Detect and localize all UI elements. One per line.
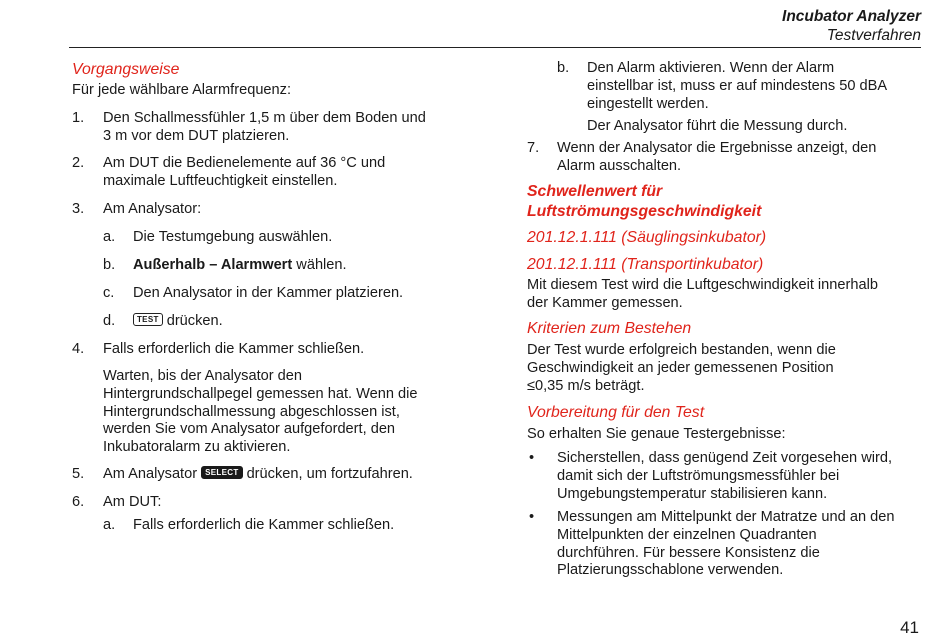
bullet-1-text: Sicherstellen, dass genügend Zeit vorgesehen wird, damit sich der Luftströmungsmessfühler bei Umgebungstemperatur stabilisieren kann. [557,450,893,502]
step-3c-text: Den Analysator in der Kammer platzieren. [133,285,404,301]
criteria-text: Der Test wurde erfolgreich bestanden, wenn die Geschwindigkeit an jeder gemessenen Position ≤0,35 m/s beträgt. [527,342,836,394]
step-6b-note: Der Analysator führt die Messung durch. [587,118,848,134]
heading-transportinkubator: 201.12.1.111 (Transportinkubator) [527,256,764,273]
step-1-number: 1. [72,110,85,126]
step-7-number: 7. [527,140,540,156]
page-number: 41 [900,618,919,637]
step-3b-text: Außerhalb – Alarmwert wählen. [133,257,347,273]
step-3-number: 3. [72,201,85,217]
step-3c-letter: c. [103,285,115,301]
heading-vorbereitung: Vorbereitung für den Test [527,404,705,421]
step-2-number: 2. [72,155,85,171]
step-4-number: 4. [72,341,85,357]
section-subtitle: Testverfahren [826,27,921,44]
step-3d-letter: d. [103,313,116,329]
test-button-icon: TEST [133,313,163,326]
step-3d-text: TEST drücken. [133,313,223,331]
bullet-2-marker: • [529,509,535,525]
step-4-paragraph: Warten, bis der Analysator den Hintergrundschallpegel gemessen hat. Wenn die Hintergrundschallmessung abgeschlossen ist, werden Sie vom Analysator aufgefordert, den Inkubatoralarm zu aktivieren. [103,368,418,456]
preparation-intro: So erhalten Sie genaue Testergebnisse: [527,426,786,442]
step-2-text: Am DUT die Bedienelemente auf 36 °C und maximale Luftfeuchtigkeit einstellen. [103,155,386,189]
step-6a-letter: a. [103,517,116,533]
step-3-text: Am Analysator: [103,201,202,217]
heading-schwellenwert: Schwellenwert für Luftströmungsgeschwindigkeit [527,183,762,220]
step-6-text: Am DUT: [103,494,162,510]
step-3b-bold: Außerhalb – Alarmwert [133,257,293,273]
bullet-2-text: Messungen am Mittelpunkt der Matratze und an den Mittelpunkten der einzelnen Quadranten durchführen. Für bessere Konsistenz die Platzierungsschablone verwenden. [557,509,895,579]
step-6a-text: Falls erforderlich die Kammer schließen. [133,517,395,533]
step-6b-letter: b. [557,60,570,76]
step-6b-text: Den Alarm aktivieren. Wenn der Alarm einstellbar ist, muss er auf mindestens 50 dBA eingestellt werden. [587,60,888,112]
intro-text: Für jede wählbare Alarmfrequenz: [72,82,292,98]
step-5-text: Am Analysator SELECT drücken, um fortzufahren. [103,466,413,482]
step-7-text: Wenn der Analysator die Ergebnisse anzeigt, den Alarm ausschalten. [557,140,877,174]
step-4-text: Falls erforderlich die Kammer schließen. [103,341,365,357]
heading-kriterien: Kriterien zum Bestehen [527,320,692,337]
step-6-number: 6. [72,494,85,510]
document-title: Incubator Analyzer [782,8,921,25]
header-rule [69,47,921,48]
test-description: Mit diesem Test wird die Luftgeschwindigkeit innerhalb der Kammer gemessen. [527,277,878,311]
step-5-number: 5. [72,466,85,482]
heading-saeuglingsinkubator: 201.12.1.111 (Säuglingsinkubator) [527,229,767,246]
heading-vorgangsweise: Vorgangsweise [72,61,180,78]
select-button-icon: SELECT [201,466,242,479]
step-3a-text: Die Testumgebung auswählen. [133,229,333,245]
bullet-1-marker: • [529,450,535,466]
step-3a-letter: a. [103,229,116,245]
step-3b-letter: b. [103,257,116,273]
step-1-text: Den Schallmessfühler 1,5 m über dem Boden und 3 m vor dem DUT platzieren. [103,110,426,144]
